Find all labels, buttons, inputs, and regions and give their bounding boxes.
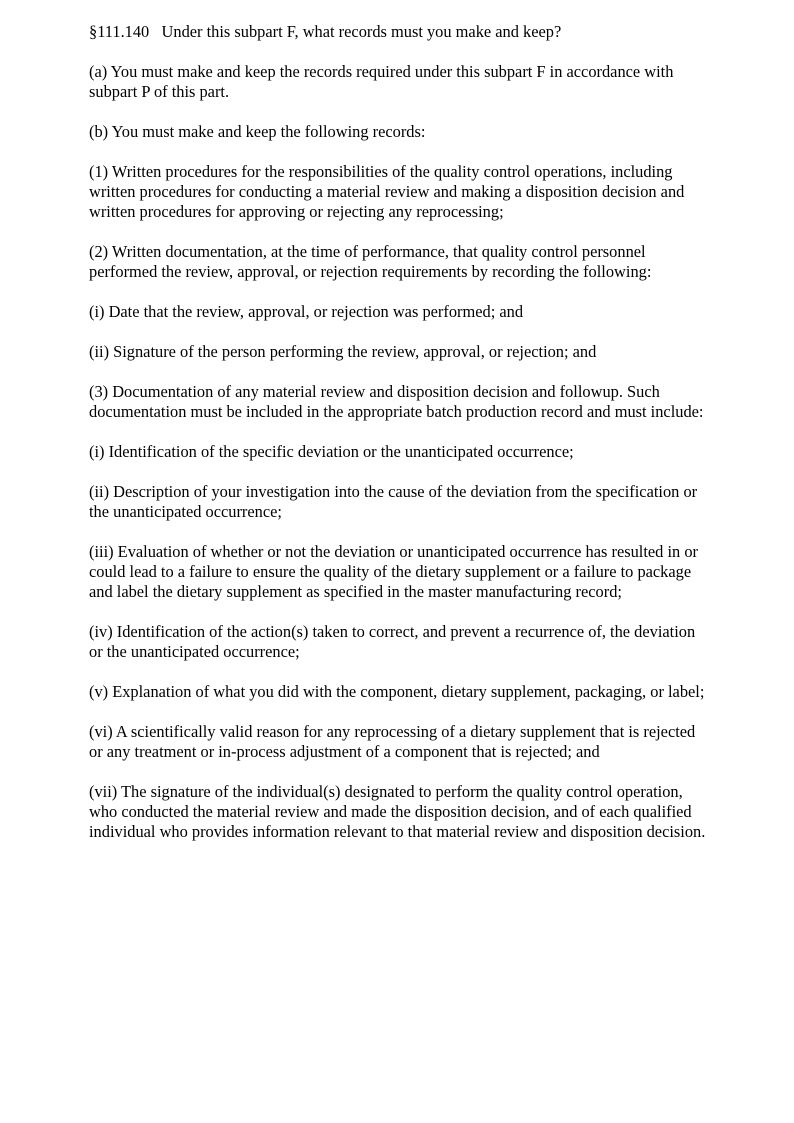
paragraph-a: (a) You must make and keep the records required under this subpart F in accordance with subpart P of this part. bbox=[89, 62, 674, 101]
section-heading: §111.140 Under this subpart F, what records must you make and keep? bbox=[89, 22, 562, 41]
paragraph-b-2-ii: (ii) Signature of the person performing the review, approval, or rejection; and bbox=[89, 342, 597, 361]
paragraph-b-3-i: (i) Identification of the specific deviation or the unanticipated occurrence; bbox=[89, 442, 574, 461]
paragraph-b-3-ii: (ii) Description of your investigation into the cause of the deviation from the specification or the unanticipated occurrence; bbox=[89, 482, 698, 521]
paragraph-b-3-vii: (vii) The signature of the individual(s) designated to perform the quality control operation, who conducted the material review and made the disposition decision, and of each qualified individual who provides information relevant to that material review and disposition decision. bbox=[89, 782, 706, 841]
paragraph-b-3: (3) Documentation of any material review and disposition decision and followup. Such documentation must be included in the appropriate batch production record and must include: bbox=[89, 382, 704, 421]
paragraph-b-3-iii: (iii) Evaluation of whether or not the deviation or unanticipated occurrence has resulted in or could lead to a failure to ensure the quality of the dietary supplement or a failure to package and label the dietary supplement as specified in the master manufacturing record; bbox=[89, 542, 698, 601]
paragraph-b: (b) You must make and keep the following records: bbox=[89, 122, 426, 141]
paragraph-b-2: (2) Written documentation, at the time of performance, that quality control personnel performed the review, approval, or rejection requirements by recording the following: bbox=[89, 242, 652, 281]
paragraph-b-3-v: (v) Explanation of what you did with the component, dietary supplement, packaging, or label; bbox=[89, 682, 705, 701]
paragraph-b-3-iv: (iv) Identification of the action(s) taken to correct, and prevent a recurrence of, the deviation or the unanticipated occurrence; bbox=[89, 622, 696, 661]
paragraph-b-1: (1) Written procedures for the responsibilities of the quality control operations, including written procedures for conducting a material review and making a disposition decision and written procedures for approving or rejecting any reprocessing; bbox=[89, 162, 685, 221]
document-page bbox=[89, 22, 711, 862]
paragraph-b-2-i: (i) Date that the review, approval, or rejection was performed; and bbox=[89, 302, 524, 321]
paragraph-b-3-vi: (vi) A scientifically valid reason for any reprocessing of a dietary supplement that is rejected or any treatment or in-process adjustment of a component that is rejected; and bbox=[89, 722, 696, 761]
